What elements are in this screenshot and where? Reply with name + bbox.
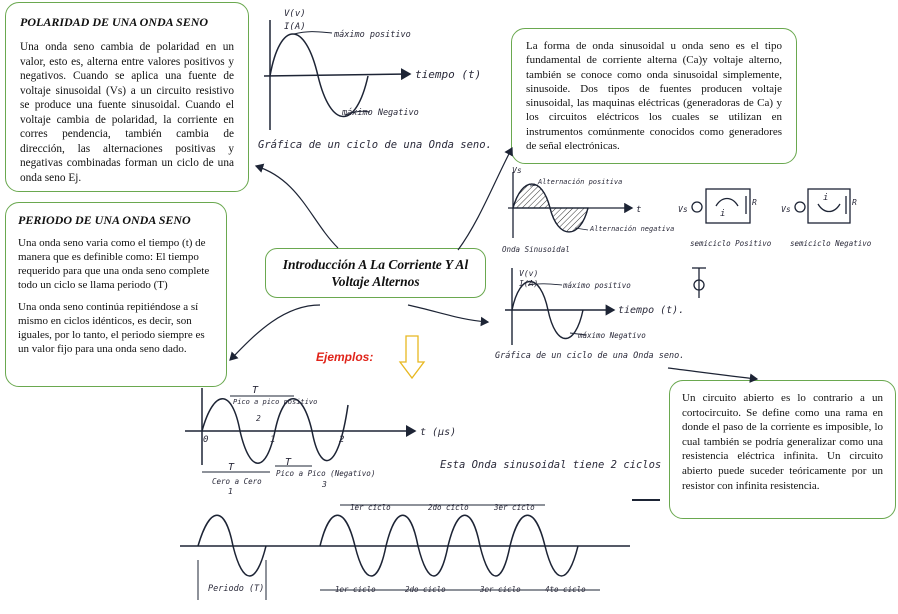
sketch-right xyxy=(508,172,850,298)
period-t-left: T xyxy=(228,462,235,473)
sinusoidal-text: La forma de onda sinusoidal u onda seno es el tipo fundamental de corriente alterna (Ca)y voltaje alterno, también se conoce como onda sinusoidal simplemente, sinusoide. Dos tipos de fuentes producen voltaje sinusoidal, las maquinas eléctricas (generadoras de Ca) y los circuitos eléctricos los cuales se utilizan en instrumentos comúnmente conocidos como generadores de señal electrónicas. xyxy=(526,40,782,153)
bottom-periodo: Periodo (T) xyxy=(208,584,265,594)
period-text-2: Una onda seno continúa repitiéndose a sí mismo en ciclos idénticos, es decir, son iguales, por lo tanto, el periodo siempre es un valor fijo para una onda seno dado. xyxy=(18,301,205,355)
center-title: Introducción A La Corriente Y Al Voltaje Alternos xyxy=(265,248,486,298)
open-circuit-text: Un circuito abierto es lo contrario a un cortocircuito. Se define como una rama en donde el paso de la corriente es imposible, lo cual también se podría generalizar como una resistencia eléctrica infinita. Un circuito abierto puede suceder teóricamente por un resistor con infinita resistencia. xyxy=(682,392,883,492)
period-zero: 0 xyxy=(203,435,209,445)
polarity-text: Una onda seno cambia de polaridad en un valor, esto es, alterna entre valores positivos y negativos. Cuando se aplica una fuente de voltaje sinusoidal (Vs) a un circuito resistivo se produce una fuente sinusoidal. Cuando el voltaje cambia de polaridad, la corriente en corres pendencia, también cambia de dirección, las alternaciones positivas y negativas combinadas forman un ciclo de una onda seno Ej. xyxy=(20,41,234,184)
period-n2: 2 xyxy=(256,414,261,423)
period-t-top: T xyxy=(252,385,259,396)
mid-caption: Gráfica de un ciclo de una Onda seno. xyxy=(495,351,685,361)
period-note: Esta Onda sinusoidal tiene 2 ciclos xyxy=(440,459,662,471)
connector-to-open-circuit xyxy=(668,368,757,379)
right-semi-neg: semiciclo Negativo xyxy=(790,239,872,248)
period-two: 2 xyxy=(339,435,345,445)
top-time-label: tiempo (t) xyxy=(415,68,482,81)
down-arrow-icon xyxy=(400,336,424,378)
period-peak-label: Pico a pico positivo xyxy=(233,398,318,406)
period-one: 1 xyxy=(270,435,276,445)
right-vs1: Vs xyxy=(678,205,688,214)
period-zero-label: Cero a Cero xyxy=(212,477,262,486)
connector-to-graph xyxy=(408,305,488,322)
right-r1: R xyxy=(752,198,757,207)
mid-max-label: máximo positivo xyxy=(563,281,631,290)
polarity-title: POLARIDAD DE UNA ONDA SENO xyxy=(20,15,209,29)
bottom-c2: 2do ciclo xyxy=(428,503,469,512)
connector-to-polarity xyxy=(256,166,338,248)
mid-axis-i: I(A) xyxy=(519,279,539,288)
examples-label: Ejemplos: xyxy=(316,350,374,364)
top-caption: Gráfica de un ciclo de una Onda seno. xyxy=(258,139,492,151)
right-semi-pos: semiciclo Positivo xyxy=(690,239,772,248)
right-r2: R xyxy=(852,198,857,207)
top-min-label: máximo Negativo xyxy=(342,108,419,118)
right-pos-alt: Alternación positiva xyxy=(538,178,623,186)
bottom-b3: 3er ciclo xyxy=(480,585,521,594)
period-n3: 3 xyxy=(322,480,327,489)
period-t-axis: t (μs) xyxy=(420,427,457,438)
bottom-c1: 1er ciclo xyxy=(350,503,391,512)
mid-min-label: máximo Negativo xyxy=(578,331,646,340)
mid-axis-v: V(v) xyxy=(519,269,539,278)
top-max-label: máximo positivo xyxy=(334,30,411,40)
top-axis-i: I(A) xyxy=(284,22,306,32)
period-title: PERIODO DE UNA ONDA SENO xyxy=(18,213,191,227)
bottom-b1: 1er ciclo xyxy=(335,585,376,594)
period-t-mid: T xyxy=(285,457,292,468)
right-t-label: t xyxy=(636,205,642,215)
connector-to-period xyxy=(230,305,320,360)
bottom-b4: 4to ciclo xyxy=(545,585,586,594)
period-peak-neg: Pico a Pico (Negativo) xyxy=(276,469,376,478)
connector-to-sinusoidal xyxy=(458,148,512,250)
right-vs-label: Vs xyxy=(512,166,522,175)
period-n1: 1 xyxy=(228,487,233,496)
top-axis-v: V(v) xyxy=(284,9,306,19)
bottom-c3: 3er ciclo xyxy=(494,503,535,512)
right-onda-label: Onda Sinusoidal xyxy=(502,245,570,254)
period-text-1: Una onda seno varia como el tiempo (t) de manera que es definible como: El tiempo requerido para que una onda seno complete todo un ciclo se llama periodo (T) xyxy=(18,237,210,291)
right-i1: i xyxy=(720,209,726,219)
mid-time-label: tiempo (t). xyxy=(618,305,685,316)
bottom-b2: 2do ciclo xyxy=(405,585,446,594)
right-vs2: Vs xyxy=(781,205,791,214)
right-i2: i xyxy=(823,193,829,203)
right-neg-alt: Alternación negativa xyxy=(590,225,675,233)
